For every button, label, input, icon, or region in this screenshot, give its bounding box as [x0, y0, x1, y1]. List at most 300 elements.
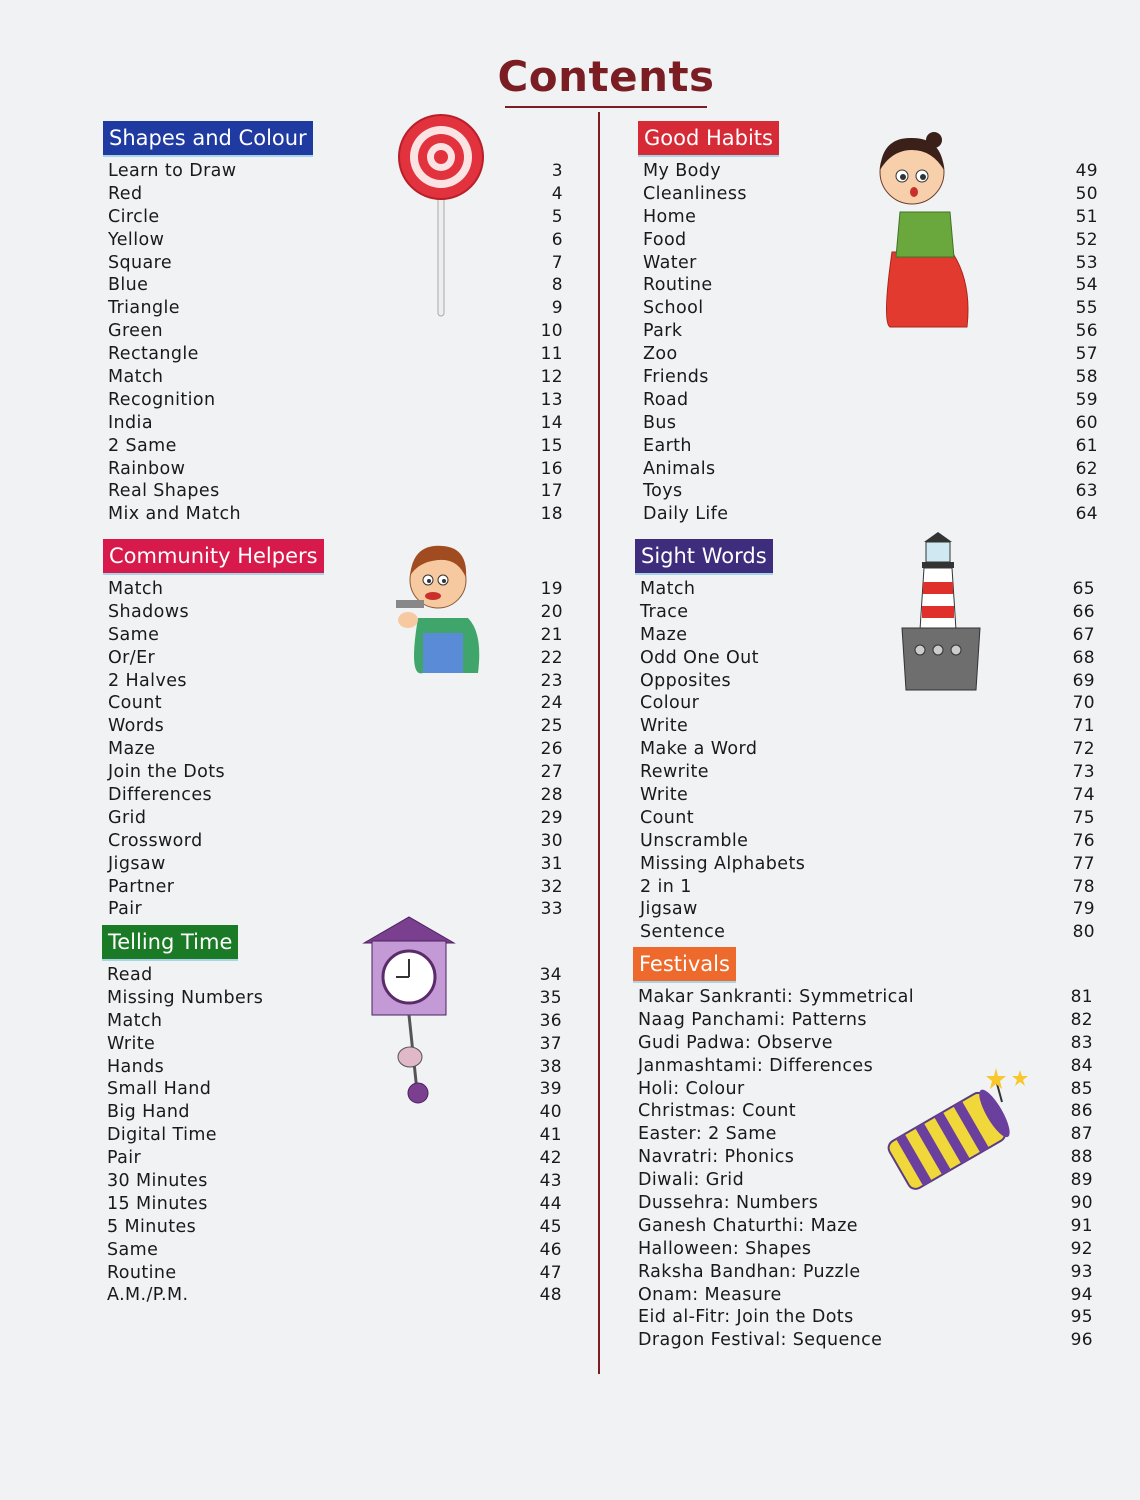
entry-title: Differences — [108, 785, 212, 806]
toc-entry — [633, 602, 1095, 625]
section-sight-words — [633, 539, 1095, 945]
entry-title: Raksha Bandhan: Puzzle — [638, 1261, 861, 1282]
entry-page-number: 83 — [1070, 1032, 1093, 1053]
entry-title: Routine — [643, 275, 713, 296]
entry-page-number: 32 — [540, 876, 563, 897]
entry-page-number: 38 — [539, 1056, 562, 1077]
column-divider — [598, 112, 600, 1374]
girl-illustration — [872, 132, 972, 334]
entry-page-number: 66 — [1072, 601, 1095, 622]
toc-entry — [101, 602, 563, 625]
entry-page-number: 70 — [1072, 693, 1095, 714]
toc-list — [101, 161, 563, 527]
entry-page-number: 68 — [1072, 647, 1095, 668]
toc-entry — [631, 1239, 1093, 1262]
entry-title: Dragon Festival: Sequence — [638, 1330, 883, 1351]
entry-page-number: 54 — [1075, 275, 1098, 296]
toc-entry — [100, 1217, 562, 1240]
toc-entry — [101, 161, 563, 184]
entry-page-number: 6 — [551, 229, 563, 250]
entry-page-number: 56 — [1075, 321, 1098, 342]
entry-title: Match — [108, 579, 164, 599]
entry-page-number: 57 — [1075, 344, 1098, 365]
entry-title: Match — [107, 1010, 163, 1031]
entry-page-number: 22 — [540, 647, 563, 668]
toc-entry — [100, 965, 562, 988]
entry-page-number: 8 — [551, 275, 563, 296]
toc-entry — [101, 671, 563, 694]
section-shapes-and-colour — [101, 121, 563, 527]
entry-page-number: 13 — [540, 389, 563, 410]
entry-page-number: 81 — [1070, 987, 1093, 1007]
toc-entry — [636, 275, 1098, 298]
entry-title: Grid — [108, 807, 147, 828]
entry-title: Navratri: Phonics — [638, 1147, 795, 1168]
entry-page-number: 61 — [1075, 435, 1098, 456]
entry-title: Write — [640, 716, 689, 737]
section-heading: Community Helpers — [103, 539, 324, 575]
entry-page-number: 17 — [540, 481, 563, 502]
toc-entry — [633, 693, 1095, 716]
entry-page-number: 88 — [1070, 1147, 1093, 1168]
entry-page-number: 18 — [540, 504, 563, 525]
toc-entry — [101, 230, 563, 253]
entry-title: Small Hand — [107, 1079, 212, 1100]
toc-entry — [633, 808, 1095, 831]
entry-page-number: 62 — [1075, 458, 1098, 479]
entry-title: Rainbow — [108, 458, 186, 479]
toc-entry — [101, 298, 563, 321]
toc-entry — [631, 1307, 1093, 1330]
entry-page-number: 30 — [540, 830, 563, 851]
entry-page-number: 20 — [540, 601, 563, 622]
entry-title: Read — [107, 965, 153, 985]
entry-page-number: 37 — [539, 1033, 562, 1054]
toc-entry — [633, 899, 1095, 922]
entry-page-number: 52 — [1075, 229, 1098, 250]
entry-page-number: 85 — [1070, 1078, 1093, 1099]
entry-page-number: 64 — [1075, 504, 1098, 525]
entry-page-number: 47 — [539, 1262, 562, 1283]
entry-title: Same — [107, 1239, 159, 1260]
entry-title: Maze — [640, 624, 688, 645]
entry-page-number: 46 — [539, 1239, 562, 1260]
entry-title: Learn to Draw — [108, 161, 237, 181]
entry-page-number: 26 — [540, 739, 563, 760]
toc-entry — [100, 1057, 562, 1080]
toc-entry — [636, 321, 1098, 344]
title-underline — [505, 106, 707, 108]
toc-entry — [101, 184, 563, 207]
entry-page-number: 93 — [1070, 1261, 1093, 1282]
entry-page-number: 58 — [1075, 367, 1098, 388]
cuckoo-clock-illustration — [362, 913, 456, 1105]
entry-title: Earth — [643, 435, 692, 456]
entry-title: Eid al-Fitr: Join the Dots — [638, 1307, 854, 1328]
toc-entry — [100, 1240, 562, 1263]
toc-entry — [633, 831, 1095, 854]
toc-entry — [100, 1148, 562, 1171]
entry-title: Dussehra: Numbers — [638, 1193, 819, 1214]
toc-entry — [633, 785, 1095, 808]
toc-entry — [101, 436, 563, 459]
toc-entry — [101, 625, 563, 648]
entry-title: Cleanliness — [643, 183, 747, 204]
toc-entry — [633, 739, 1095, 762]
entry-page-number: 34 — [539, 965, 562, 985]
toc-entry — [636, 367, 1098, 390]
section-heading: Telling Time — [102, 925, 238, 961]
entry-title: Gudi Padwa: Observe — [638, 1032, 833, 1053]
entry-title: Makar Sankranti: Symmetrical — [638, 987, 915, 1007]
entry-title: Diwali: Grid — [638, 1170, 745, 1191]
toc-entry — [633, 762, 1095, 785]
toc-entry — [636, 344, 1098, 367]
entry-title: Triangle — [108, 298, 180, 319]
entry-title: Trace — [640, 601, 689, 622]
toc-entry — [101, 367, 563, 390]
section-good-habits — [636, 121, 1098, 527]
toc-entry — [100, 1034, 562, 1057]
entry-title: Opposites — [640, 670, 732, 691]
entry-page-number: 5 — [551, 206, 563, 227]
toc-entry — [631, 1262, 1093, 1285]
entry-page-number: 21 — [540, 624, 563, 645]
entry-page-number: 29 — [540, 807, 563, 828]
toc-entry — [633, 648, 1095, 671]
entry-title: 15 Minutes — [107, 1193, 208, 1214]
entry-page-number: 19 — [540, 579, 563, 599]
entry-page-number: 53 — [1075, 252, 1098, 273]
entry-page-number: 67 — [1072, 624, 1095, 645]
toc-entry — [101, 321, 563, 344]
entry-title: Routine — [107, 1262, 177, 1283]
entry-page-number: 76 — [1072, 830, 1095, 851]
entry-page-number: 79 — [1072, 899, 1095, 920]
entry-title: Rectangle — [108, 344, 199, 365]
entry-title: Halloween: Shapes — [638, 1238, 812, 1259]
entry-page-number: 71 — [1072, 716, 1095, 737]
entry-title: Easter: 2 Same — [638, 1124, 777, 1145]
toc-entry — [101, 648, 563, 671]
toc-entry — [636, 184, 1098, 207]
entry-title: Maze — [108, 739, 156, 760]
toc-entry — [636, 230, 1098, 253]
entry-page-number: 42 — [539, 1148, 562, 1169]
toc-entry — [101, 481, 563, 504]
entry-title: Colour — [640, 693, 700, 714]
entry-page-number: 35 — [539, 987, 562, 1008]
entry-page-number: 89 — [1070, 1170, 1093, 1191]
entry-title: Join the Dots — [108, 762, 226, 783]
entry-title: Shadows — [108, 601, 189, 622]
toc-entry — [636, 390, 1098, 413]
page-title: Contents — [497, 52, 715, 101]
toc-entry — [100, 1079, 562, 1102]
toc-entry — [636, 253, 1098, 276]
toc-entry — [101, 693, 563, 716]
entry-title: Big Hand — [107, 1102, 190, 1123]
toc-list — [101, 579, 563, 922]
toc-entry — [101, 579, 563, 602]
section-community-helpers — [101, 539, 563, 922]
boy-illustration — [388, 538, 488, 678]
entry-title: Circle — [108, 206, 160, 227]
section-telling-time — [100, 925, 562, 1308]
entry-page-number: 90 — [1070, 1193, 1093, 1214]
entry-title: Words — [108, 716, 165, 737]
lollipop-illustration — [398, 114, 488, 320]
entry-page-number: 41 — [539, 1125, 562, 1146]
entry-title: Toys — [643, 481, 683, 502]
entry-page-number: 23 — [540, 670, 563, 691]
toc-entry — [633, 922, 1095, 945]
entry-page-number: 10 — [540, 321, 563, 342]
entry-page-number: 7 — [551, 252, 563, 273]
toc-entry — [101, 739, 563, 762]
entry-page-number: 94 — [1070, 1284, 1093, 1305]
toc-entry — [100, 988, 562, 1011]
entry-page-number: 11 — [540, 344, 563, 365]
entry-title: 2 Same — [108, 435, 177, 456]
entry-title: Real Shapes — [108, 481, 220, 502]
entry-page-number: 73 — [1072, 762, 1095, 783]
entry-page-number: 12 — [540, 367, 563, 388]
toc-entry — [636, 298, 1098, 321]
entry-page-number: 65 — [1072, 579, 1095, 599]
entry-title: Naag Panchami: Patterns — [638, 1009, 867, 1030]
entry-page-number: 92 — [1070, 1238, 1093, 1259]
entry-title: Pair — [107, 1148, 142, 1169]
entry-page-number: 4 — [551, 183, 563, 204]
entry-title: Park — [643, 321, 683, 342]
entry-title: Count — [108, 693, 162, 714]
entry-page-number: 48 — [539, 1285, 562, 1306]
toc-entry — [100, 1171, 562, 1194]
entry-page-number: 82 — [1070, 1009, 1093, 1030]
entry-page-number: 45 — [539, 1216, 562, 1237]
entry-page-number: 96 — [1070, 1330, 1093, 1351]
entry-title: Christmas: Count — [638, 1101, 797, 1122]
entry-title: Recognition — [108, 389, 216, 410]
entry-title: Sentence — [640, 922, 726, 943]
entry-title: Holi: Colour — [638, 1078, 745, 1099]
toc-entry — [101, 390, 563, 413]
entry-title: Square — [108, 252, 173, 273]
entry-page-number: 60 — [1075, 412, 1098, 433]
toc-entry — [631, 1330, 1093, 1353]
entry-title: Or/Er — [108, 647, 156, 668]
toc-entry — [100, 1285, 562, 1308]
entry-title: 30 Minutes — [107, 1171, 208, 1192]
toc-entry — [101, 877, 563, 900]
entry-title: A.M./P.M. — [107, 1285, 189, 1306]
entry-page-number: 15 — [540, 435, 563, 456]
toc-entry — [101, 854, 563, 877]
entry-title: Same — [108, 624, 160, 645]
toc-entry — [101, 716, 563, 739]
entry-page-number: 84 — [1070, 1055, 1093, 1076]
section-heading: Good Habits — [638, 121, 779, 157]
toc-entry — [100, 1263, 562, 1286]
toc-entry — [100, 1011, 562, 1034]
toc-entry — [633, 854, 1095, 877]
entry-title: Food — [643, 229, 687, 250]
toc-entry — [633, 625, 1095, 648]
entry-page-number: 33 — [540, 899, 563, 920]
entry-title: Janmashtami: Differences — [638, 1055, 874, 1076]
entry-title: Green — [108, 321, 163, 342]
entry-title: 5 Minutes — [107, 1216, 197, 1237]
toc-entry — [101, 899, 563, 922]
entry-title: Water — [643, 252, 697, 273]
entry-page-number: 43 — [539, 1171, 562, 1192]
toc-entry — [101, 207, 563, 230]
entry-page-number: 51 — [1075, 206, 1098, 227]
entry-page-number: 63 — [1075, 481, 1098, 502]
entry-page-number: 49 — [1075, 161, 1098, 181]
entry-title: Hands — [107, 1056, 165, 1077]
toc-entry — [636, 436, 1098, 459]
entry-title: School — [643, 298, 704, 319]
toc-entry — [631, 1033, 1093, 1056]
entry-page-number: 69 — [1072, 670, 1095, 691]
entry-page-number: 27 — [540, 762, 563, 783]
entry-title: Onam: Measure — [638, 1284, 782, 1305]
toc-entry — [100, 1194, 562, 1217]
entry-page-number: 9 — [551, 298, 563, 319]
entry-title: Match — [108, 367, 164, 388]
entry-page-number: 74 — [1072, 785, 1095, 806]
toc-entry — [101, 253, 563, 276]
entry-page-number: 39 — [539, 1079, 562, 1100]
entry-page-number: 80 — [1072, 922, 1095, 943]
entry-page-number: 59 — [1075, 389, 1098, 410]
toc-entry — [631, 1216, 1093, 1239]
entry-page-number: 44 — [539, 1193, 562, 1214]
entry-title: Rewrite — [640, 762, 709, 783]
entry-title: Write — [107, 1033, 156, 1054]
lighthouse-illustration — [898, 530, 984, 694]
toc-entry — [636, 413, 1098, 436]
toc-entry — [101, 344, 563, 367]
toc-list — [633, 579, 1095, 945]
entry-title: Zoo — [643, 344, 678, 365]
toc-entry — [633, 877, 1095, 900]
entry-page-number: 40 — [539, 1102, 562, 1123]
entry-title: Match — [640, 579, 696, 599]
entry-title: Bus — [643, 412, 677, 433]
toc-entry — [631, 987, 1093, 1010]
entry-title: India — [108, 412, 153, 433]
entry-title: Odd One Out — [640, 647, 759, 668]
toc-entry — [101, 413, 563, 436]
entry-page-number: 91 — [1070, 1215, 1093, 1236]
entry-page-number: 77 — [1072, 853, 1095, 874]
toc-list — [100, 965, 562, 1308]
entry-title: 2 Halves — [108, 670, 187, 691]
entry-page-number: 14 — [540, 412, 563, 433]
entry-title: Jigsaw — [640, 899, 698, 920]
entry-page-number: 55 — [1075, 298, 1098, 319]
entry-title: Write — [640, 785, 689, 806]
entry-title: Digital Time — [107, 1125, 217, 1146]
entry-title: Red — [108, 183, 143, 204]
entry-title: Animals — [643, 458, 716, 479]
toc-list — [636, 161, 1098, 527]
toc-entry — [101, 831, 563, 854]
entry-title: Mix and Match — [108, 504, 241, 525]
entry-title: Blue — [108, 275, 149, 296]
entry-page-number: 50 — [1075, 183, 1098, 204]
entry-title: Daily Life — [643, 504, 729, 525]
toc-entry — [101, 504, 563, 527]
entry-title: Home — [643, 206, 697, 227]
toc-entry — [633, 716, 1095, 739]
entry-title: Ganesh Chaturthi: Maze — [638, 1215, 858, 1236]
entry-title: Jigsaw — [108, 853, 166, 874]
entry-page-number: 86 — [1070, 1101, 1093, 1122]
entry-page-number: 78 — [1072, 876, 1095, 897]
section-heading: Festivals — [633, 947, 736, 983]
toc-entry — [101, 785, 563, 808]
toc-entry — [636, 504, 1098, 527]
entry-page-number: 28 — [540, 785, 563, 806]
entry-title: Friends — [643, 367, 709, 388]
entry-title: Make a Word — [640, 739, 758, 760]
entry-page-number: 24 — [540, 693, 563, 714]
section-heading: Shapes and Colour — [103, 121, 313, 157]
entry-title: Yellow — [108, 229, 165, 250]
toc-entry — [631, 1285, 1093, 1308]
toc-entry — [100, 1125, 562, 1148]
toc-entry — [636, 459, 1098, 482]
toc-entry — [633, 579, 1095, 602]
toc-entry — [101, 808, 563, 831]
entry-title: Count — [640, 807, 694, 828]
entry-title: 2 in 1 — [640, 876, 692, 897]
entry-title: Road — [643, 389, 689, 410]
entry-page-number: 72 — [1072, 739, 1095, 760]
entry-page-number: 95 — [1070, 1307, 1093, 1328]
entry-title: Missing Numbers — [107, 987, 264, 1008]
entry-page-number: 36 — [539, 1010, 562, 1031]
entry-title: Crossword — [108, 830, 203, 851]
entry-title: Unscramble — [640, 830, 749, 851]
entry-page-number: 3 — [551, 161, 563, 181]
entry-page-number: 87 — [1070, 1124, 1093, 1145]
toc-entry — [101, 275, 563, 298]
section-heading: Sight Words — [635, 539, 773, 575]
entry-title: Pair — [108, 899, 143, 920]
toc-entry — [636, 161, 1098, 184]
toc-entry — [636, 207, 1098, 230]
toc-entry — [636, 481, 1098, 504]
entry-page-number: 75 — [1072, 807, 1095, 828]
toc-entry — [101, 762, 563, 785]
entry-title: Partner — [108, 876, 175, 897]
toc-entry — [633, 671, 1095, 694]
entry-page-number: 31 — [540, 853, 563, 874]
toc-entry — [100, 1102, 562, 1125]
toc-entry — [101, 459, 563, 482]
entry-page-number: 16 — [540, 458, 563, 479]
entry-title: My Body — [643, 161, 721, 181]
firecracker-illustration — [884, 1066, 1032, 1202]
toc-entry — [631, 1010, 1093, 1033]
entry-title: Missing Alphabets — [640, 853, 806, 874]
entry-page-number: 25 — [540, 716, 563, 737]
